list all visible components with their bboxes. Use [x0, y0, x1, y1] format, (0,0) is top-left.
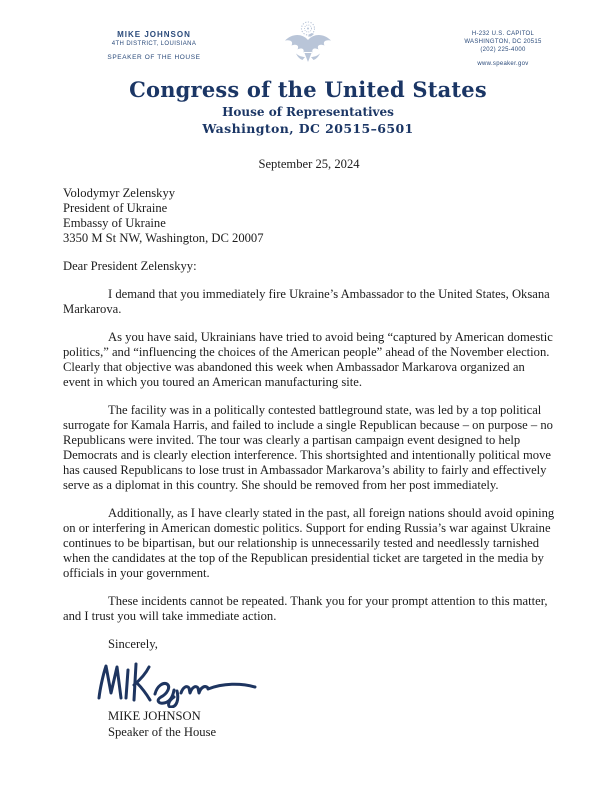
letterhead-sender-block — [84, 30, 224, 61]
paragraph-2: As you have said, Ukrainians have tried to avoid being “captured by American domestic politics,” and “influencing the choices of the American people” ahead of the November election. Clearly that objective was abandoned this week when Ambassador Markarova organized an event in which you toured an American manufacturing site. — [63, 330, 553, 389]
office-phone: (202) 225-4000 — [480, 47, 526, 53]
letterhead-title-block — [0, 78, 616, 137]
signature-name: MIKE JOHNSON — [108, 709, 201, 723]
sender-name: MIKE JOHNSON — [117, 30, 191, 39]
recipient-name: Volodymyr Zelenskyy — [63, 186, 176, 200]
letterhead-address-block — [438, 30, 568, 68]
recipient-title: President of Ukraine — [63, 201, 168, 215]
signature-title: Speaker of the House — [108, 725, 217, 739]
recipient-org: Embassy of Ukraine — [63, 216, 166, 230]
recipient-block — [63, 186, 555, 246]
salutation: Dear President Zelenskyy: — [63, 259, 197, 273]
office-address-line2: WASHINGTON, DC 20515 — [464, 39, 542, 45]
letter-date: September 25, 2024 — [258, 157, 360, 171]
paragraph-3: The facility was in a politically contested battleground state, was led by a top political surrogate for Kamala Harris, and failed to include a single Republican because – on purpose – no Republicans were invited. The tour was clearly a partisan campaign event designed to help Democrats and is clearly election interference. This shortsighted and intentionally political move has caused Republicans to lose trust in Ambassador Markarova’s ability to fairly and effectively serve as a diplomat in this country. She should be removed from her post immediately. — [63, 403, 553, 492]
office-website: www.speaker.gov — [477, 61, 529, 67]
congress-title: Congress of the United States — [129, 77, 487, 102]
paragraph-5: These incidents cannot be repeated. Thank you for your prompt attention to this matter, and I trust you will take immediate action. — [63, 594, 548, 623]
paragraph-1: I demand that you immediately fire Ukraine’s Ambassador to the United States, Oksana Markarova. — [63, 287, 550, 316]
house-subtitle: House of Representatives — [222, 105, 394, 119]
office-address-line1: H-232 U.S. CAPITOL — [471, 31, 535, 37]
signature-handwriting — [91, 658, 263, 708]
eagle-seal-icon — [281, 20, 335, 79]
letter-body — [63, 157, 555, 740]
paragraph-4: Additionally, as I have clearly stated in the past, all foreign nations should avoid opining on or interfering in American domestic politics. Support for ending Russia’s war against Ukraine continues to be bipartisan, but our relationship is unnecessarily tested and needlessly tarnished when the candidates at the top of the Republican presidential ticket are targeted in the media by officials in your government. — [63, 506, 555, 580]
letter-paragraphs — [63, 287, 555, 624]
washington-subtitle: Washington, DC 20515–6501 — [202, 121, 414, 136]
signature-block — [108, 708, 555, 740]
recipient-address: 3350 M St NW, Washington, DC 20007 — [63, 231, 264, 245]
sender-title: SPEAKER OF THE HOUSE — [107, 54, 201, 61]
sender-district: 4TH DISTRICT, LOUISIANA — [111, 41, 197, 47]
closing: Sincerely, — [108, 637, 158, 651]
